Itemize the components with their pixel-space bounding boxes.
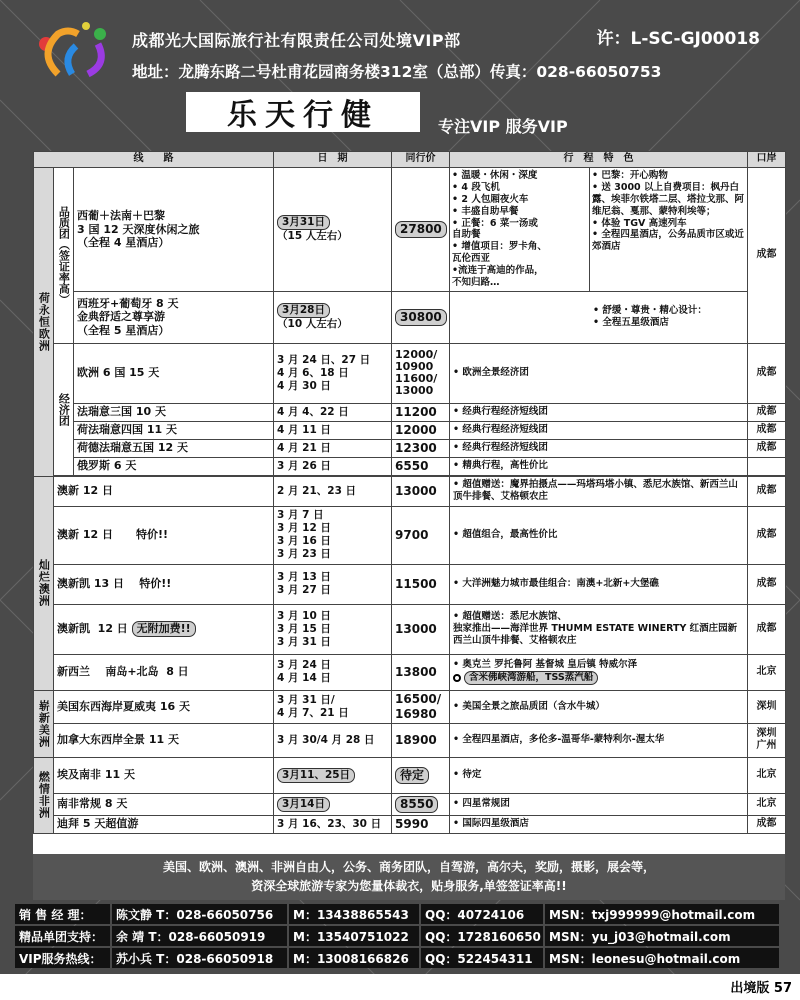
header-features: 行 程 特 色 (450, 152, 748, 168)
no-surcharge-badge: 无附加费!! (132, 621, 196, 637)
route-cell: 新西兰 南岛+北岛 8 日 (54, 654, 274, 690)
features-col-b: • 巴黎：开心购物 • 送 3000 以上自费项目：枫丹白露、埃菲尔铁塔二层、塔拉戈那、阿维尼翁、戛那、蒙特利埃等； • 体验 TGV 高速列车 • 全程四星酒店，公务品质市区或近郊酒店 (592, 170, 745, 253)
port-cell: 成都 (748, 439, 786, 457)
date-note: （15 人左右） (277, 230, 348, 243)
subcat-quality: 品质团（签证率高） (54, 168, 74, 344)
price-highlight: 27800 (395, 221, 447, 238)
port-cell: 成都 (748, 476, 786, 506)
date-highlight: 3月28日 (277, 303, 330, 318)
footer-strip (0, 974, 800, 1000)
route-cell: 荷德法瑞意五国 12 天 (74, 439, 274, 457)
price-cell: 12000/ 10900 11600/ 13000 (392, 343, 450, 403)
port-cell (748, 457, 786, 475)
price-cell: 6550 (392, 457, 450, 475)
port-cell: 北京 (748, 654, 786, 690)
table-row (34, 793, 786, 815)
table-row (34, 476, 786, 506)
date-highlight: 3月11、25日 (277, 768, 355, 783)
header-price: 同行价 (392, 152, 450, 168)
contact-role: 精品单团支持： (15, 926, 110, 946)
route-cell: 美国东西海岸夏威夷 16 天 (54, 690, 274, 723)
features-highlight: 含米佛峡湾游船，TSS蒸汽船 (464, 671, 598, 685)
route-cell: 俄罗斯 6 天 (74, 457, 274, 475)
port-cell: 成都 (748, 343, 786, 403)
route-cell: 迪拜 5 天超值游 (54, 815, 274, 833)
port-cell: 成都 (748, 403, 786, 421)
date-cell: 3 月 24 日、27 日 4 月 6、18 日 4 月 30 日 (274, 343, 392, 403)
price-cell: 11200 (392, 403, 450, 421)
contact-qq[interactable]: QQ：40724106 (421, 904, 543, 924)
header-port: 口岸 (748, 152, 786, 168)
banner-line-1: 美国、欧洲、澳洲、非洲自由人，公务、商务团队，自驾游，高尔夫，奖励，摄影，展会等， (162, 860, 655, 874)
date-highlight: 3月14日 (277, 797, 330, 812)
table-row (34, 421, 786, 439)
company-logo-icon (28, 14, 120, 94)
features-cell: • 欧洲全景经济团 (450, 343, 748, 403)
features-cell: • 美国全景之旅品质团（含水牛城） (450, 690, 748, 723)
port-cell: 成都 (748, 506, 786, 564)
features-cell: • 精典行程，高性价比 (450, 457, 748, 475)
table-row (34, 457, 786, 475)
table-header-row (34, 152, 786, 168)
date-cell: 4 月 21 日 (274, 439, 392, 457)
table-row (34, 439, 786, 457)
services-banner (33, 854, 785, 900)
route-cell: 西葡＋法南＋巴黎 3 国 12 天深度休闲之旅 （全程 4 星酒店） (74, 168, 274, 292)
circle-bullet-icon (453, 674, 461, 682)
features-col-a: • 温暖・休闲・深度 • 4 段飞机 • 2 人包厢夜火车 • 丰盛自助早餐 • 正餐：6 菜一汤或 自助餐 • 增值项目：罗卡角、 瓦伦西亚 •流连于高迪的作品， 不知归路… (450, 168, 590, 291)
date-note: （10 人左右） (277, 318, 348, 331)
features-cell: • 大洋洲魅力城市最佳组合：南澳+北新+大堡礁 (450, 564, 748, 604)
price-highlight: 30800 (395, 309, 447, 326)
price-cell: 5990 (392, 815, 450, 833)
date-cell: 4 月 4、22 日 (274, 403, 392, 421)
contact-phone[interactable]: 陈文静 T：028-66050756 (112, 904, 287, 924)
port-cell: 北京 (748, 793, 786, 815)
features-cell: • 超值赠送：魔界拍摄点——玛塔玛塔小镇、悉尼水族馆、新西兰山顶牛排餐、艾格顿农庄 (450, 476, 748, 506)
contact-qq[interactable]: QQ：522454311 (421, 948, 543, 968)
table-row (34, 506, 786, 564)
date-highlight: 3月31日 (277, 215, 330, 230)
header-route: 线 路 (34, 152, 274, 168)
price-highlight: 8550 (395, 796, 438, 813)
price-cell: 18900 (392, 723, 450, 757)
table-row (34, 168, 786, 292)
contact-phone[interactable]: 苏小兵 T：028-66050918 (112, 948, 287, 968)
price-cell: 12300 (392, 439, 450, 457)
features-cell: • 国际四星级酒店 (450, 815, 748, 833)
address-fax: 地址：龙腾东路二号杜甫花园商务楼312室（总部）传真：028-66050753 (132, 63, 662, 81)
port-cell: 成都 (748, 421, 786, 439)
features-cell: • 待定 (450, 757, 748, 793)
tour-table (33, 151, 785, 854)
contact-qq[interactable]: QQ：1728160650 (421, 926, 543, 946)
port-cell: 深圳 广州 (748, 723, 786, 757)
features-cell: • 超值组合，最高性价比 (450, 506, 748, 564)
table-row (34, 723, 786, 757)
features-cell: • 全程四星酒店，多伦多-温哥华-蒙特利尔-渥太华 (450, 723, 748, 757)
date-cell: 3 月 31 日/ 4 月 7、21 日 (274, 690, 392, 723)
license-number: 许：L-SC-GJ00018 (596, 29, 760, 49)
table-row (34, 604, 786, 654)
port-cell: 深圳 (748, 690, 786, 723)
table-row (34, 291, 786, 343)
features-cell: • 经典行程经济短线团 (450, 403, 748, 421)
features-cell: • 超值赠送：悉尼水族馆、 独家推出——海洋世界 THUMM ESTATE WINERTY 红酒庄园新西兰山顶牛排餐、艾格顿农庄 (450, 604, 748, 654)
date-cell: 2 月 21、23 日 (274, 476, 392, 506)
route-cell: 澳新 12 日 (54, 476, 274, 506)
route-cell: 法瑞意三国 10 天 (74, 403, 274, 421)
date-cell: 4 月 11 日 (274, 421, 392, 439)
header-date: 日 期 (274, 152, 392, 168)
slogan: 专注VIP 服务VIP (438, 117, 568, 136)
table-row (34, 815, 786, 833)
category-europe: 荷永恒欧洲 (34, 168, 54, 477)
table-row (34, 757, 786, 793)
route-cell: 埃及南非 11 天 (54, 757, 274, 793)
page-number: 出境版 57 (730, 981, 792, 996)
contact-role: 销 售 经 理： (15, 904, 110, 924)
contact-mobile[interactable]: M：13438865543 (289, 904, 419, 924)
port-cell: 北京 (748, 757, 786, 793)
route-cell: 南非常规 8 天 (54, 793, 274, 815)
date-cell: 3 月 16、23、30 日 (274, 815, 392, 833)
contact-list (15, 904, 785, 970)
route-cell: 澳新 12 日 特价!! (54, 506, 274, 564)
banner-line-2: 资深全球旅游专家为您量体裁衣，贴身服务,单签签证率高!! (251, 879, 567, 893)
contact-msn[interactable]: MSN：txj999999@hotmail.com (545, 904, 779, 924)
route-cell: 加拿大东西岸全景 11 天 (54, 723, 274, 757)
category-america: 崭新美洲 (34, 690, 54, 757)
features-cell: • 四星常规团 (450, 793, 748, 815)
price-cell: 9700 (392, 506, 450, 564)
contact-row (15, 904, 785, 924)
contact-row (15, 926, 785, 946)
route-text: 澳新凯 12 日 (57, 622, 128, 636)
port-cell: 成都 (748, 604, 786, 654)
contact-role: VIP服务热线： (15, 948, 110, 968)
date-cell: 3 月 10 日 3 月 15 日 3 月 31 日 (274, 604, 392, 654)
contact-msn[interactable]: MSN：leonesu@hotmail.com (545, 948, 779, 968)
date-cell: 3 月 7 日 3 月 12 日 3 月 16 日 3 月 23 日 (274, 506, 392, 564)
date-cell: 3 月 30/4 月 28 日 (274, 723, 392, 757)
contact-row (15, 948, 785, 968)
table-row (34, 654, 786, 690)
category-australia: 灿烂澳洲 (34, 476, 54, 690)
route-cell: 澳新凯 13 日 特价!! (54, 564, 274, 604)
route-cell: 荷法瑞意四国 11 天 (74, 421, 274, 439)
features-text: • 奥克兰 罗托鲁阿 基督城 皇后镇 特威尔泽 (453, 659, 638, 671)
date-cell: 3 月 26 日 (274, 457, 392, 475)
table-row (34, 343, 786, 403)
date-cell: 3 月 24 日 4 月 14 日 (274, 654, 392, 690)
price-cell: 13000 (392, 476, 450, 506)
company-name: 成都光大国际旅行社有限责任公司处境VIP部 (132, 31, 461, 50)
contact-mobile[interactable]: M：13540751022 (289, 926, 419, 946)
port-cell: 成都 (748, 815, 786, 833)
brand-title: 乐天行健 (186, 92, 420, 132)
price-cell: 12000 (392, 421, 450, 439)
features-cell: • 经典行程经济短线团 (450, 439, 748, 457)
contact-phone[interactable]: 余 靖 T：028-66050919 (112, 926, 287, 946)
route-cell: 西班牙+葡萄牙 8 天 金典舒适之尊享游 （全程 5 星酒店） (74, 291, 274, 343)
subcat-economy: 经济团 (54, 343, 74, 475)
table-row (34, 690, 786, 723)
route-cell: 欧洲 6 国 15 天 (74, 343, 274, 403)
features-cell: • 舒缓・尊贵・精心设计： • 全程五星级酒店 (450, 291, 748, 343)
port-cell: 成都 (748, 168, 786, 344)
features-cell: • 经典行程经济短线团 (450, 421, 748, 439)
price-cell: 11500 (392, 564, 450, 604)
price-cell: 16500/ 16980 (392, 690, 450, 723)
date-cell: 3 月 13 日 3 月 27 日 (274, 564, 392, 604)
category-africa: 燃情非洲 (34, 757, 54, 833)
port-cell: 成都 (748, 564, 786, 604)
price-cell: 13000 (392, 604, 450, 654)
price-cell: 13800 (392, 654, 450, 690)
contact-mobile[interactable]: M：13008166826 (289, 948, 419, 968)
price-highlight: 待定 (395, 767, 429, 784)
table-row (34, 403, 786, 421)
contact-msn[interactable]: MSN：yu_j03@hotmail.com (545, 926, 779, 946)
table-row (34, 564, 786, 604)
